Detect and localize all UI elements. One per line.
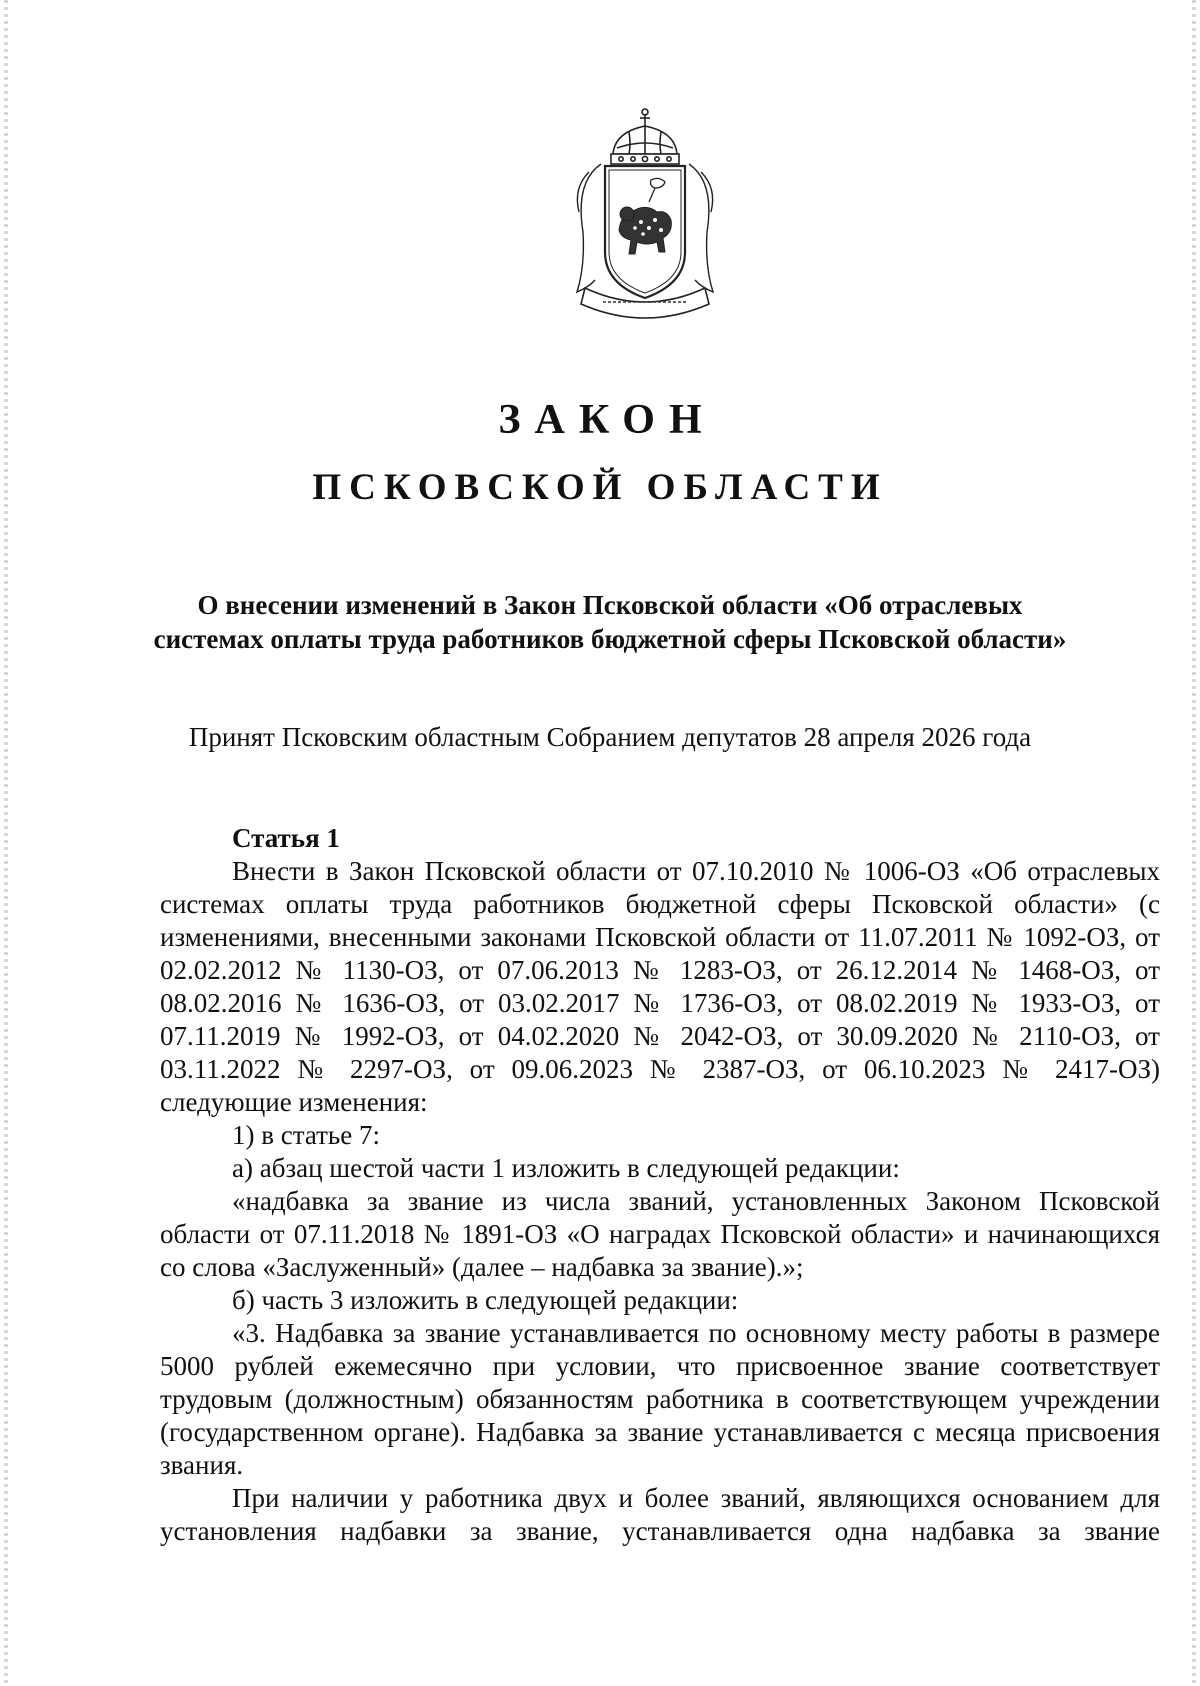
item-1b: б) часть 3 изложить в следующей редакции:	[232, 1285, 739, 1315]
law-title-line2: системах оплаты труда работников бюджетной сферы Псковской области»	[153, 624, 1067, 654]
coat-of-arms-icon	[555, 92, 735, 332]
law-title-line1: О внесении изменений в Закон Псковской области «Об отраслевых	[197, 590, 1023, 620]
scan-edge-left	[4, 0, 8, 1686]
item-1: 1) в статье 7:	[232, 1120, 380, 1150]
paragraph-last: При наличии у работника двух и более званий, являющихся основанием для установления надбавки за звание, устанавливается одна надбавка за звание	[160, 1483, 1160, 1546]
quote-1: «надбавка за звание из числа званий, установленных Законом Псковской области от 07.11.2018 № 1891-ОЗ «О наградах Псковской области» и начинающихся со слова «Заслуженный» (далее – надбавка за звание).»;	[160, 1186, 1160, 1282]
article-intro: Внести в Закон Псковской области от 07.10.2010 № 1006-ОЗ «Об отраслевых системах оплаты труда работников бюджетной сферы Псковской области» (с изменениями, внесенными законами Псковской области от 11.07.2011 № 1092-ОЗ, от 02.02.2012 № 1130-ОЗ, от 07.06.2013 № 1283-ОЗ, от 26.12.2014 № 1468-ОЗ, от 08.02.2016 № 1636-ОЗ, от 03.02.2017 № 1736-ОЗ, от 08.02.2019 № 1933-ОЗ, от 07.11.2019 № 1992-ОЗ, от 04.02.2020 № 2042-ОЗ, от 30.09.2020 № 2110-ОЗ, от 03.11.2022 № 2297-ОЗ, от 09.06.2023 № 2387-ОЗ, от 06.10.2023 № 2417-ОЗ) следующие изменения:	[160, 856, 1160, 1117]
article-heading: Статья 1	[232, 823, 340, 853]
article-body	[160, 822, 1160, 1548]
quote-2: «3. Надбавка за звание устанавливается по основному месту работы в размере 5000 рублей ежемесячно при условии, что присвоенное звание соответствует трудовым (должностным) обязанностям работника в соответствующем учреждении (государственном органе). Надбавка за звание устанавливается с месяца присвоения звания.	[160, 1318, 1160, 1480]
law-title	[150, 588, 1070, 656]
item-1a: а) абзац шестой части 1 изложить в следующей редакции:	[232, 1153, 900, 1183]
region-name: ПСКОВСКОЙ ОБЛАСТИ	[312, 467, 888, 508]
document-type: ЗАКОН	[498, 397, 716, 443]
scan-edge-right	[1192, 0, 1196, 1686]
adoption-note: Принят Псковским областным Собранием депутатов 28 апреля 2026 года	[188, 722, 1032, 752]
